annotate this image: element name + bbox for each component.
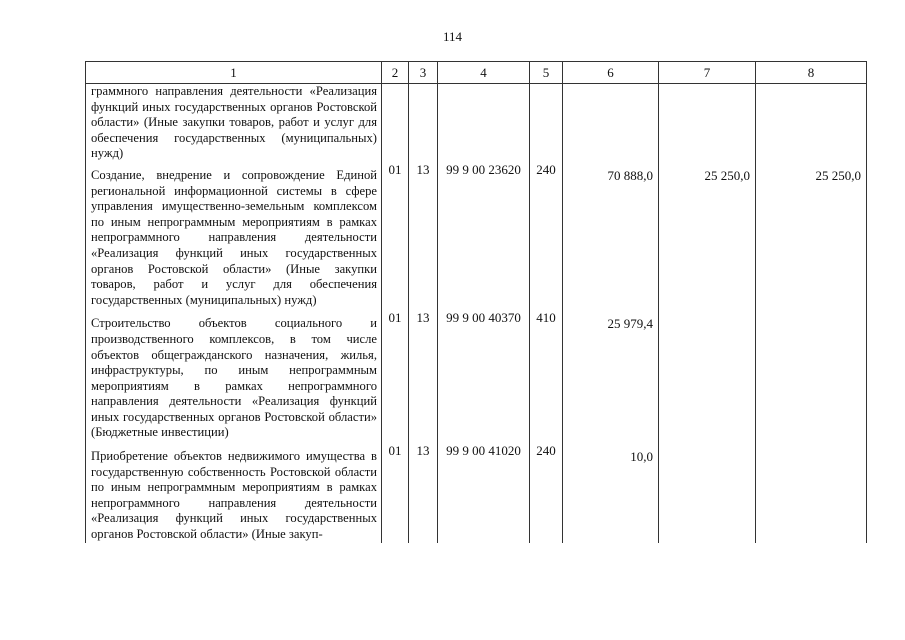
table-row: [86, 84, 867, 162]
row-target-article: 99 9 00 23620: [438, 162, 530, 310]
row-expense-type: 410: [530, 310, 563, 443]
row-amount-1: 10,0: [563, 443, 659, 543]
row-expense-type: 240: [530, 443, 563, 543]
row-section: 01: [382, 443, 409, 543]
column-header-4: 4: [438, 62, 530, 84]
column-header-5: 5: [530, 62, 563, 84]
column-header-2: 2: [382, 62, 409, 84]
row-description: Строительство объектов социального и производственного комплексов, в том числе объектов общегражданского назначения, жилья, инфраструктуры, по иным непрограммным мероприятиям в рамках непрограммного направления деятельности «Реализация функций иных государственных органов Ростовской области» (Бюджетные инвестиции): [86, 310, 382, 443]
row-subsection: 13: [409, 310, 438, 443]
row-subsection: 13: [409, 443, 438, 543]
column-header-6: 6: [563, 62, 659, 84]
row-amount-2: [659, 310, 756, 443]
row-subsection: [409, 84, 438, 162]
column-header-1: 1: [86, 62, 382, 84]
row-expense-type: 240: [530, 162, 563, 310]
row-section: 01: [382, 162, 409, 310]
row-description: Приобретение объектов недвижимого имущества в государственную собственность Ростовской области по иным непрограммным мероприятиям в рамках непрограммного направления деятельности «Реализация функций иных государственных органов Ростовской области» (Иные закуп-: [86, 443, 382, 543]
row-target-article: [438, 84, 530, 162]
row-amount-1: [563, 84, 659, 162]
budget-table: [85, 61, 867, 543]
row-amount-3: [756, 443, 867, 543]
row-expense-type: [530, 84, 563, 162]
row-amount-3: [756, 84, 867, 162]
row-target-article: 99 9 00 41020: [438, 443, 530, 543]
row-amount-1: 25 979,4: [563, 310, 659, 443]
row-section: [382, 84, 409, 162]
column-header-8: 8: [756, 62, 867, 84]
row-description: Создание, внедрение и сопровождение Единой региональной информационной системы в сфере управления имущественно-земельным комплексом по иным непрограммным мероприятиям в рамках непрограммного направления деятельности «Реализация функций иных государственных органов Ростовской области» (Иные закупки товаров, работ и услуг для обеспечения государственных (муниципальных) нужд): [86, 162, 382, 310]
row-amount-1: 70 888,0: [563, 162, 659, 310]
row-subsection: 13: [409, 162, 438, 310]
row-target-article: 99 9 00 40370: [438, 310, 530, 443]
table-row: [86, 443, 867, 543]
table-row: [86, 310, 867, 443]
row-section: 01: [382, 310, 409, 443]
column-header-3: 3: [409, 62, 438, 84]
row-amount-2: [659, 443, 756, 543]
row-amount-3: [756, 310, 867, 443]
row-amount-2: 25 250,0: [659, 162, 756, 310]
table-row: [86, 162, 867, 310]
page-number: 114: [442, 29, 463, 44]
row-description: граммного направления деятельности «Реализация функций иных государственных органов Ростовской области» (Иные закупки товаров, работ и услуг для обеспечения государственных (муниципальных) нужд): [86, 84, 382, 162]
column-header-7: 7: [659, 62, 756, 84]
header-row: [86, 62, 867, 84]
row-amount-3: 25 250,0: [756, 162, 867, 310]
row-amount-2: [659, 84, 756, 162]
